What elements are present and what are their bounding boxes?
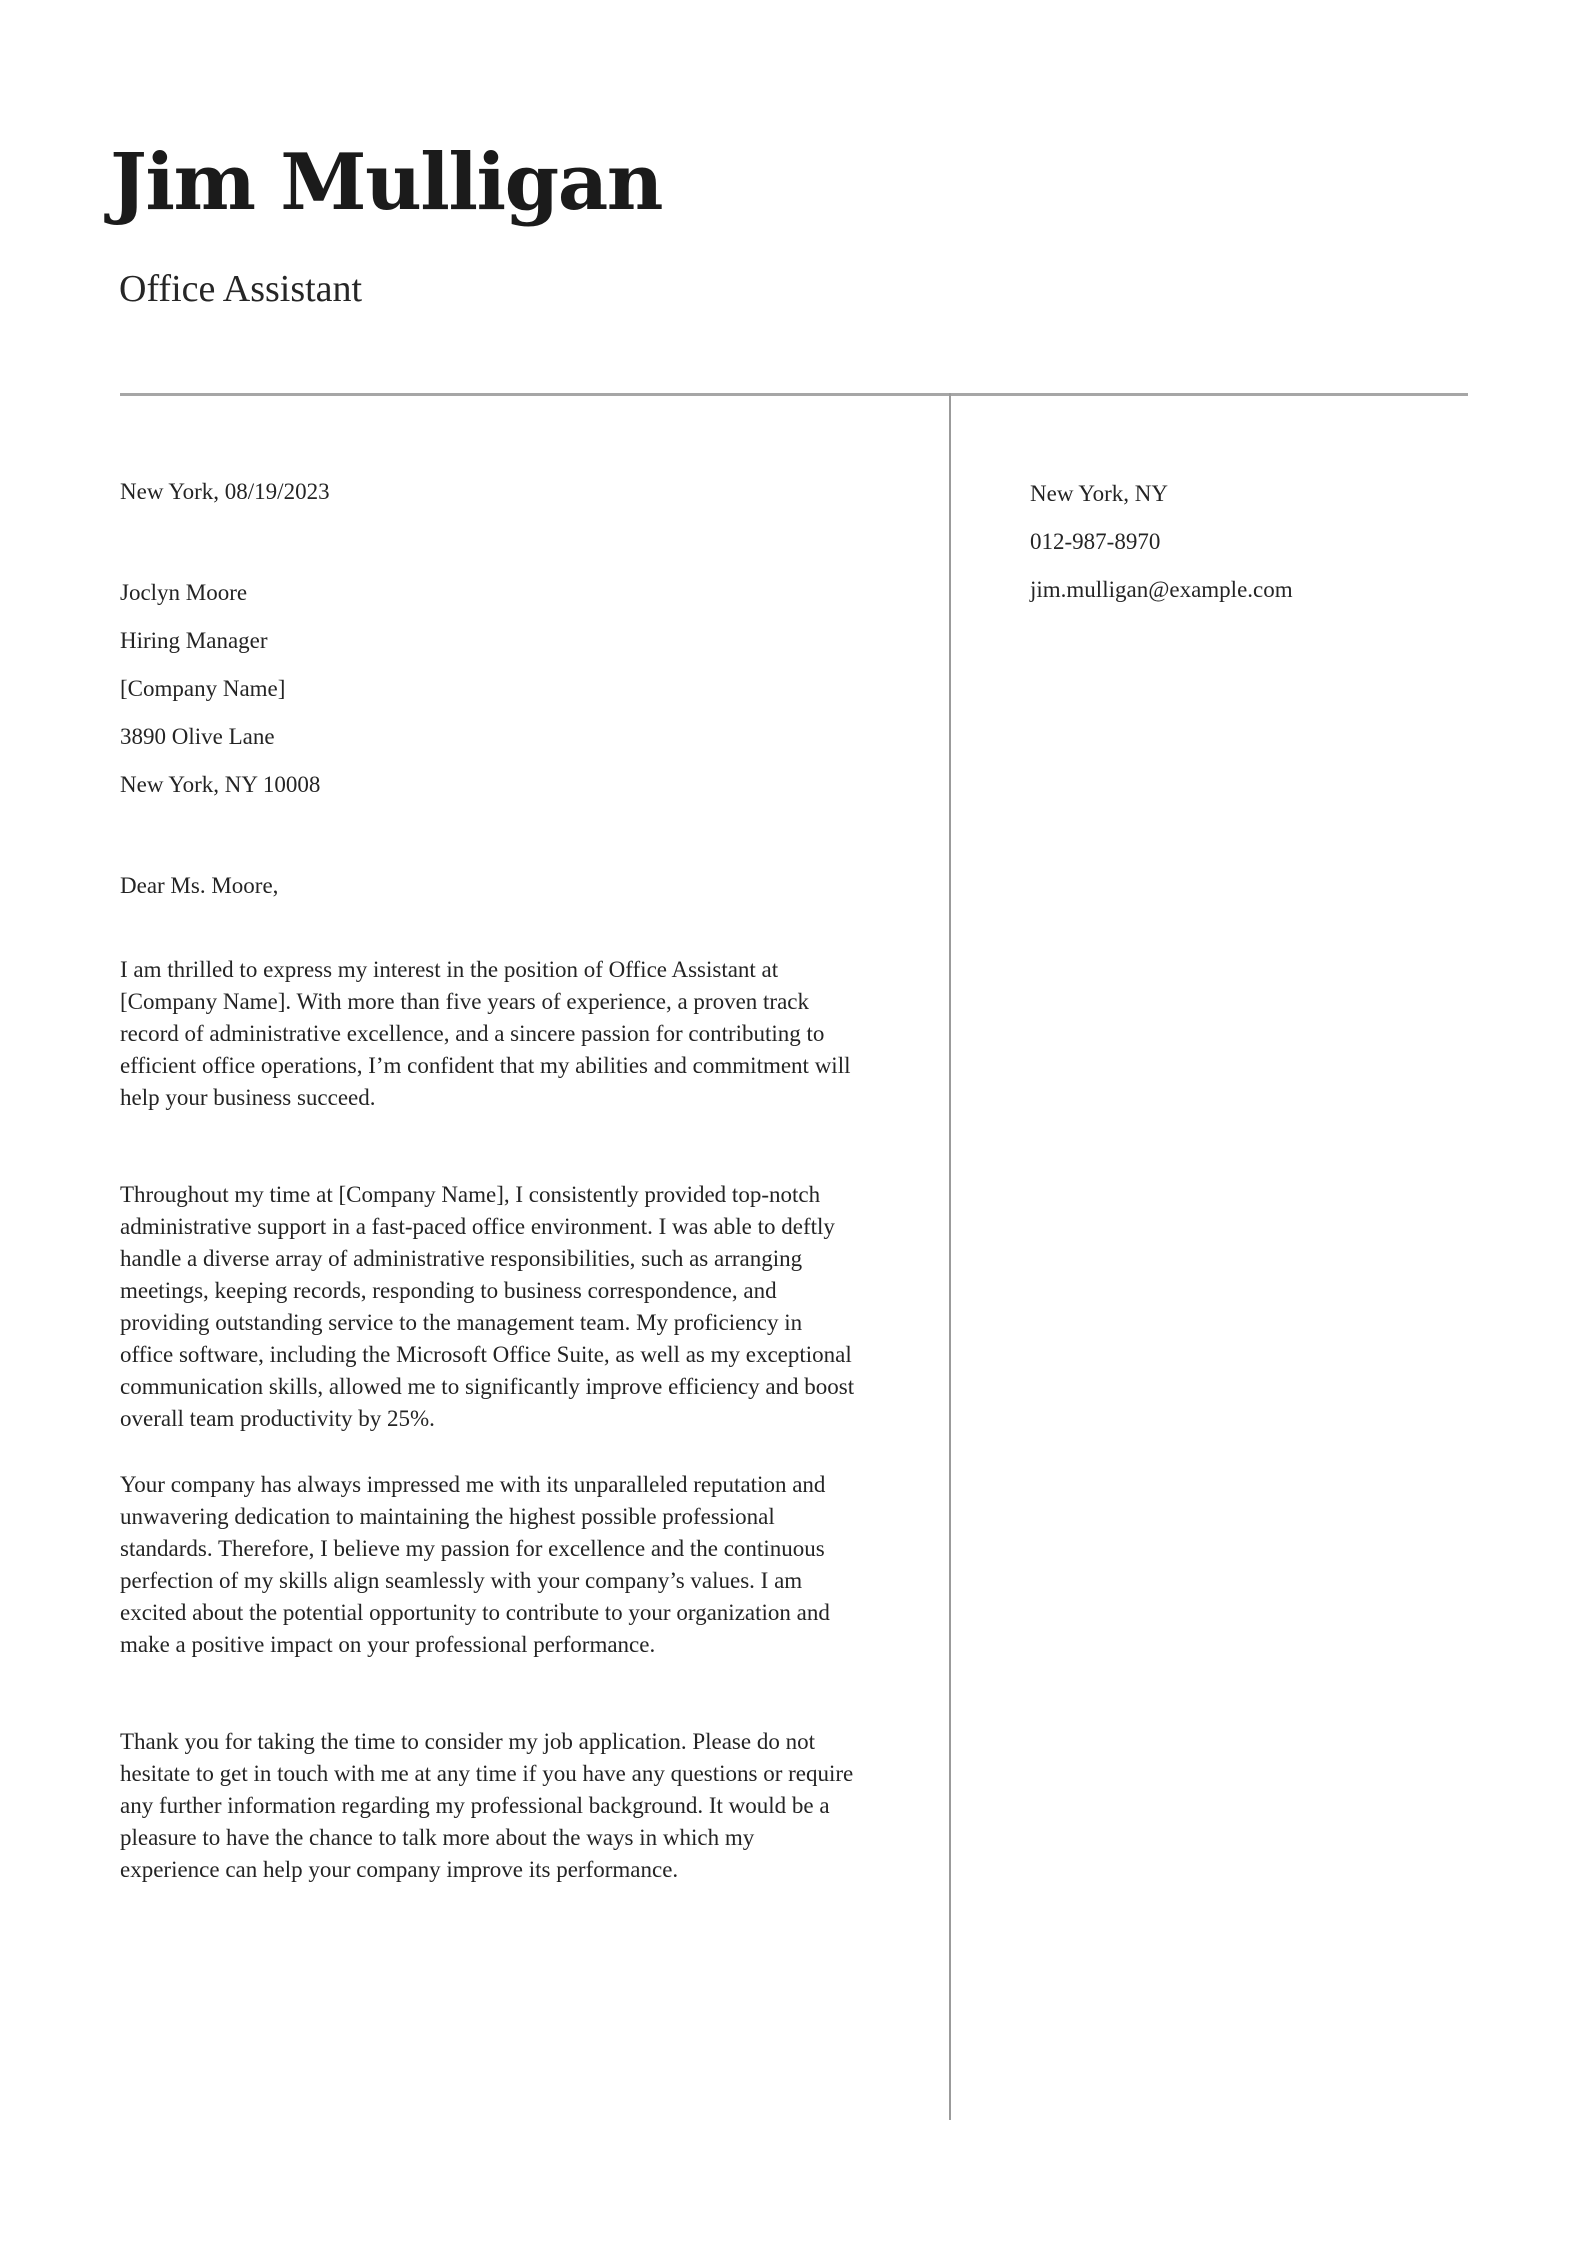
contact-column [1030,0,1460,2244]
recipient-city: New York, NY 10008 [120,772,321,797]
recipient-name: Joclyn Moore [120,580,248,605]
letter-paragraph: Your company has always impressed me with its unparalleled reputation and unwavering dedication to maintaining the highest possible professional standards. Therefore, I believe my passion for excellence and the continuous perfection of my skills align seamlessly with your company’s values. I am excited about the potential opportunity to contribute to your organization and make a positive impact on your professional performance. [120,1472,830,1657]
salutation: Dear Ms. Moore, [120,873,279,898]
job-title: Office Assistant [119,268,363,310]
contact-block [1030,478,1460,622]
contact-location: New York, NY [1030,481,1169,506]
recipient-street: 3890 Olive Lane [120,724,275,749]
letter-paragraph: Throughout my time at [Company Name], I consistently provided top-notch administrative support in a fast-paced office environment. I was able to deftly handle a diverse array of administrative responsibilities, such as arranging meetings, keeping records, responding to business correspondence, and providing outstanding service to the management team. My proficiency in office software, including the Microsoft Office Suite, as well as my exceptional communication skills, allowed me to significantly improve efficiency and boost overall team productivity by 25%. [120,1182,855,1431]
recipient-role: Hiring Manager [120,628,268,653]
date-line: New York, 08/19/2023 [120,479,330,504]
letter-paragraph: Thank you for taking the time to consider my job application. Please do not hesitate to get in touch with me at any time if you have any questions or require any further information regarding my professional background. It would be a pleasure to have the chance to talk more about the ways in which my experience can help your company improve its performance. [120,1729,854,1882]
page-title: Jim Mulligan [110,137,662,228]
recipient-block [120,577,856,817]
vertical-divider [949,393,951,2120]
contact-phone: 012-987-8970 [1030,529,1161,554]
recipient-company: [Company Name] [120,676,286,701]
contact-email: jim.mulligan@example.com [1030,577,1293,602]
letter-body-column [120,0,856,2244]
letter-paragraph: I am thrilled to express my interest in the position of Office Assistant at [Company Name]. With more than five years of experience, a proven track record of administrative excellence, and a sincere passion for contributing to efficient office operations, I’m confident that my abilities and commitment will help your business succeed. [120,957,851,1110]
